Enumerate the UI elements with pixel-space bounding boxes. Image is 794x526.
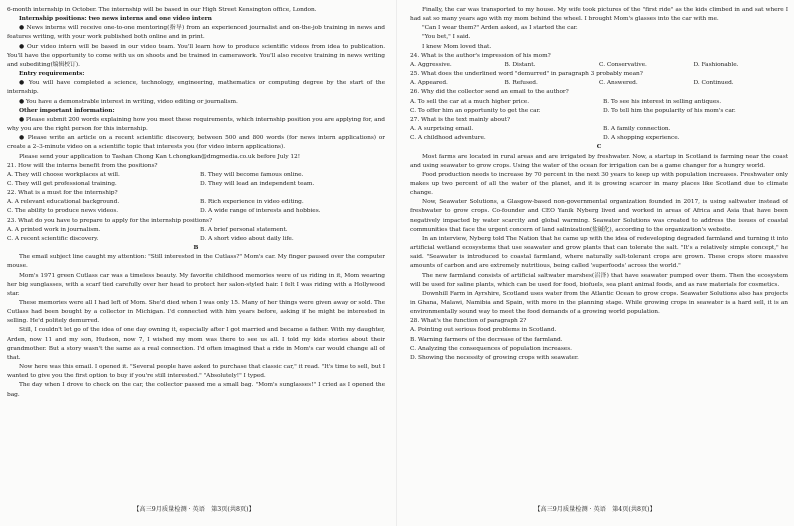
option[interactable]: B. They will become famous online. <box>200 171 304 178</box>
option[interactable]: A. They will choose workplaces at will. <box>7 171 120 178</box>
option[interactable]: C. A recent scientific discovery. <box>7 235 99 242</box>
paragraph: ● Please submit 200 words explaining how you meet these requirements, which internship position you are applying for, and why you are the right person for this internship. <box>7 116 385 133</box>
section-letter-c: C <box>596 144 602 151</box>
question-21: 21. How will the interns benefit from the positions? <box>7 162 158 169</box>
option[interactable]: C. To offer him an opportunity to get the car. <box>410 107 541 114</box>
option[interactable]: B. Distant. <box>504 61 536 68</box>
option[interactable]: B. To see his interest in selling antiques. <box>603 98 722 105</box>
paragraph: Still, I couldn't let go of the idea of one day owning it, especially after I got married and became a father. With my daughter, Arden, now 11 and my son, Hudson, now 7, I wished my mom was there to see us all. I told my kids stories about their grandmother. But a story wasn't the same as a real connection. I'd often imagined that a ride in Mom's car would change all of that. <box>7 327 385 361</box>
option[interactable]: C. A childhood adventure. <box>410 135 486 142</box>
option[interactable]: C. Conservative. <box>599 61 647 68</box>
paragraph: ● You will have completed a science, technology, engineering, mathematics or computing degree by the start of the internship. <box>7 80 385 96</box>
right-column <box>410 6 788 500</box>
paragraph: Now, Seawater Solutions, a Glasgow-based non-governmental organization founded in 2017, is using saltwater instead of freshwater to grow crops. Co-founder and CEO Yanik Nyberg lived and worked in areas of Africa and Asia that have been negatively impacted by water scarcity and global warming. Seawater Solutions was created to address the issues of coastal communities that face the urgent concern of land salinization(盐碱化), according to the organization's website. <box>410 199 788 233</box>
question-28: 28. What's the function of paragraph 2? <box>410 318 527 325</box>
option[interactable]: C. They will get professional training. <box>7 180 117 187</box>
left-column <box>7 6 385 500</box>
option[interactable]: D. A shopping experience. <box>603 135 680 142</box>
section-heading: Internship positions: two news interns and one video intern <box>19 16 212 23</box>
paragraph: ● Our video intern will be based in our video team. You'll learn how to produce scientific videos from idea to publication. You'll have the opportunity to come with us on shoots and be trained in camerawork. You'll also receive training in news writing and subediting(编辑校订). <box>7 43 385 68</box>
paragraph: I knew Mom loved that. <box>422 43 492 50</box>
paragraph: Mom's 1971 green Cutlass car was a timeless beauty. My favorite childhood memories were of us riding in it, Mom wearing her big sunglasses, with a scarf tied carefully over her head to protect her salon-styled hair. I felt I was riding with a Hollywood star. <box>7 272 385 297</box>
page-footer-left: 【高三9月质量检测 · 英语 第3页(共8页)】 <box>133 506 255 513</box>
question-25: 25. What does the underlined word "demurred" in paragraph 3 probably mean? <box>410 71 643 78</box>
section-letter-b: B <box>193 245 199 252</box>
option[interactable]: D. Showing the necessity of growing crops with seawater. <box>410 354 579 361</box>
option[interactable]: A. A printed work in journalism. <box>7 226 101 233</box>
paragraph: ● News interns will receive one-to-one mentoring(指导) from an experienced journalist and on-the-job training in news and features writing, with your work published both online and in print. <box>7 25 385 41</box>
question-24: 24. What is the author's impression of his mom? <box>410 52 551 59</box>
option[interactable]: C. The ability to produce news videos. <box>7 208 119 215</box>
option[interactable]: C. Analyzing the consequences of population increases. <box>410 345 572 352</box>
paragraph: Now here was this email. I opened it. "Several people have asked to purchase that classic car," it read. "It's time to sell, but I wanted to give you the first option to buy if you're still interested." "Absolutely!" I typed. <box>7 364 385 380</box>
option[interactable]: A. A surprising email. <box>410 126 474 133</box>
section-heading: Other important information: <box>19 107 115 114</box>
option[interactable]: A. Appeared. <box>410 80 448 87</box>
paragraph: Downhill Farm in Ayrshire, Scotland uses water from the Atlantic Ocean to grow crops. Seawater Solutions also has projects in Ghana, Malawi, Namibia and Spain, with more in the planning stage. While growing crops in seawater is a hard sell, it is an environmentally sound way to meet the food demands of a growing world population. <box>410 290 788 316</box>
paragraph: Most farms are located in rural areas and are irrigated by freshwater. Now, a startup in Scotland is farming near the coast and using seawater to grow crops. Using the water of the ocean for irrigation can be a game changer for a hungry world. <box>410 153 788 169</box>
question-25-options <box>410 79 788 88</box>
option[interactable]: D. Continued. <box>693 80 734 87</box>
question-26-options <box>410 98 788 116</box>
question-22: 22. What is a must for the internship? <box>7 190 118 197</box>
paragraph: ● Please write an article on a recent scientific discovery, between 500 and 800 words (for news intern applications) or create a 2–3-minute video on a scientific topic that interests you (for video intern applications). <box>7 135 385 151</box>
option[interactable]: D. A short video about daily life. <box>200 235 294 242</box>
question-26: 26. Why did the collector send an email to the author? <box>410 89 569 96</box>
paragraph: The day when I drove to check on the car, the collector passed me a small bag. "Mom's sunglasses!" I cried as I opened the bag. <box>7 382 385 398</box>
paragraph: Finally, the car was transported to my house. My wife took pictures of the "first ride" as the kids climbed in and sat where I had sat so many years ago with my mom behind the wheel. I brought Mom's glasses into the car with me. <box>410 7 788 23</box>
paragraph: These memories were all I had left of Mom. She'd died when I was only 15. Many of her things were given away or sold. The Cutlass had been bought by a collector in Michigan. I'd connected with him years before, asking if he might be interested in selling. He'd politely demurred. <box>7 300 385 325</box>
option[interactable]: B. A brief personal statement. <box>200 226 288 233</box>
option[interactable]: A. A relevant educational background. <box>7 199 120 206</box>
page-fold-line <box>396 0 397 526</box>
option[interactable]: D. Fashionable. <box>693 61 739 68</box>
option[interactable]: D. To tell him the popularity of his mom's car. <box>603 107 736 114</box>
paragraph: "Can I wear them?" Arden asked, as I started the car. <box>422 25 578 32</box>
question-27: 27. What is the text mainly about? <box>410 116 511 123</box>
question-23-options <box>7 226 385 244</box>
option[interactable]: B. A family connection. <box>603 126 671 133</box>
option[interactable]: A. Aggressive. <box>410 61 452 68</box>
question-22-options <box>7 198 385 216</box>
question-23: 23. What do you have to prepare to apply for the internship positions? <box>7 217 213 224</box>
option[interactable]: B. Rich experience in video editing. <box>200 199 304 206</box>
question-24-options <box>410 61 788 70</box>
option[interactable]: D. They will lead an independent team. <box>200 180 315 187</box>
paragraph: The new farmland consists of artificial saltwater marshes(沼泽) that have seawater pumped over them. Then the ecosystem will be used for saline plants, which can be used for food, biofuels, sea plant animal foods, and as raw materials for cosmetics. <box>410 272 788 288</box>
option[interactable]: B. Refused. <box>504 80 538 87</box>
paragraph: "You bet," I said. <box>422 34 471 41</box>
option[interactable]: A. To sell the car at a much higher price. <box>410 98 530 105</box>
question-21-options <box>7 171 385 189</box>
paragraph: The email subject line caught my attention: "Still interested in the Cutlass?" Mom's car. My finger paused over the computer mouse. <box>7 254 385 270</box>
option[interactable]: C. Answered. <box>599 80 638 87</box>
option[interactable]: D. A wide range of interests and hobbies. <box>200 208 321 215</box>
question-28-options <box>410 326 788 363</box>
question-27-options <box>410 125 788 143</box>
section-heading: Entry requirements: <box>19 71 85 78</box>
paragraph: In an interview, Nyberg told The Nation that he came up with the idea of redeveloping degraded farmland and turning it into artificial wetland ecosystems that use seawater and grow plants that can tolerate the salt. "It's a relatively simple concept," he said. "Seawater is introduced to coastal farmland, where naturally salt-tolerant crops are grown. These crops store massive amounts of carbon and are extremely nutritious, being called 'superfoods' across the world." <box>410 235 788 270</box>
page-footer-right: 【高三9月质量检测 · 英语 第4页(共8页)】 <box>534 506 656 513</box>
option[interactable]: A. Pointing out serious food problems in Scotland. <box>410 327 557 334</box>
option[interactable]: B. Warning farmers of the decrease of the farmland. <box>410 336 563 343</box>
paragraph: 6-month internship in October. The internship will be based in our High Street Kensington office, London. <box>7 7 317 13</box>
paragraph: Please send your application to Tashan Chong Kan t.chongkan@dmgmedia.co.uk before July 12! <box>19 153 301 160</box>
paragraph: ● You have a demonstrable interest in writing, video editing or journalism. <box>19 98 238 105</box>
paragraph: Food production needs to increase by 70 percent in the next 30 years to keep up with population increases. Freshwater only makes up two percent of all the water of the planet, and it is growing scarcer in many places like Scotland due to climate change. <box>410 171 788 197</box>
